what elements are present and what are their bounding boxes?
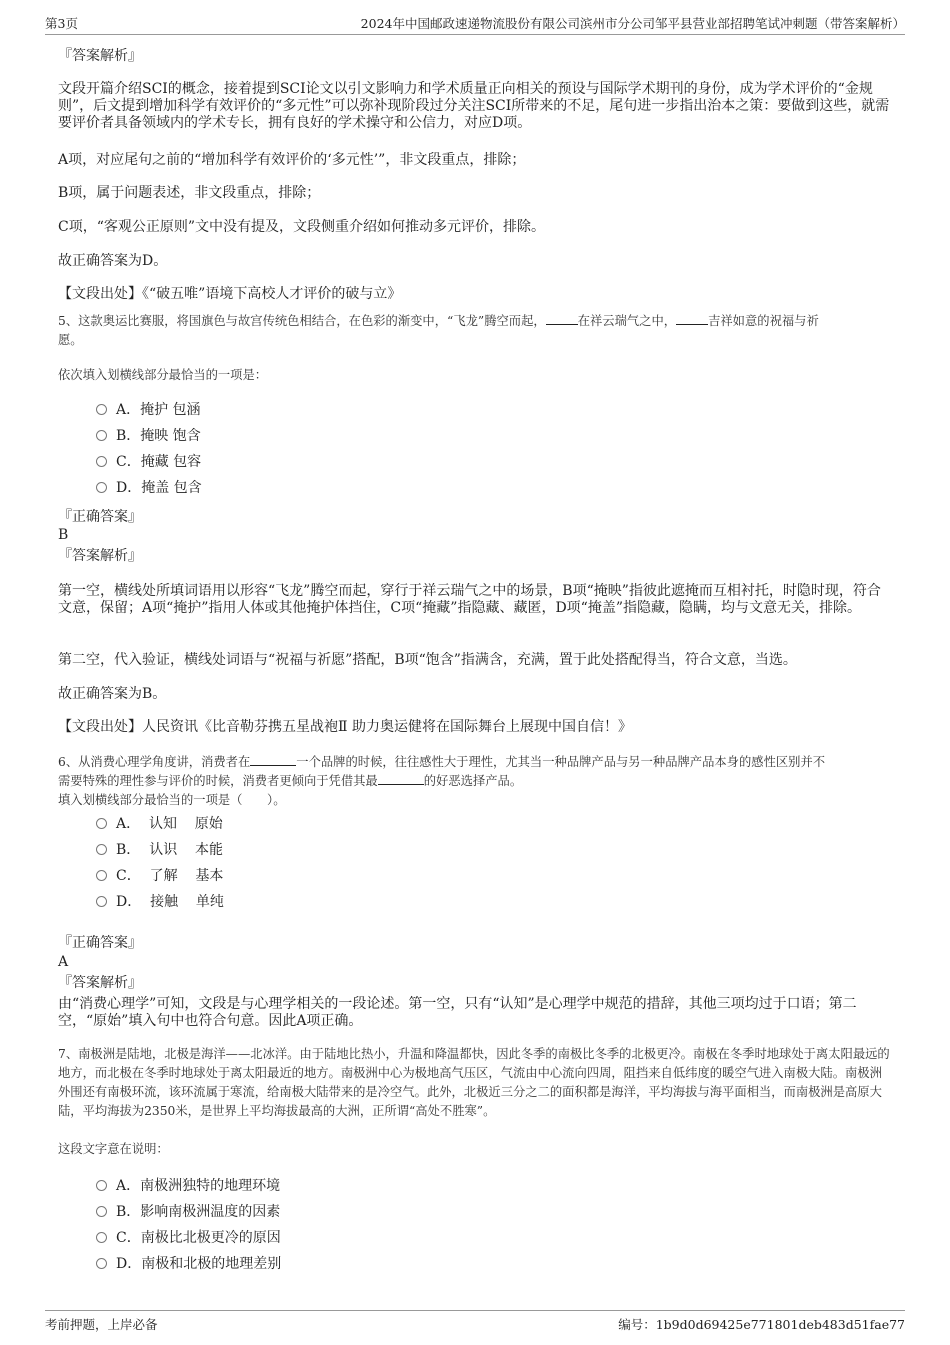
document-id: 编号：1b9d0d69425e771801deb483d51fae77 — [618, 1317, 905, 1332]
q4-analysis-para3: B项，属于问题表述，非文段重点，排除； — [58, 185, 321, 201]
footer-slogan: 考前押题，上岸必备 — [45, 1317, 158, 1332]
radio-icon[interactable] — [96, 1258, 107, 1269]
q6-answer: A — [58, 954, 69, 970]
q6-analysis: 由“消费心理学”可知，文段是与心理学相关的一段论述。第一空，只有“认知”是心理学中规范的措辞，其他三项均过于口语；第二空，“原始”填入句中也符合句意。因此A项正确。 — [58, 996, 857, 1029]
q4-analysis-para4: C项，“客观公正原则”文中没有提及，文段侧重介绍如何推动多元评价，排除。 — [58, 219, 546, 235]
q5-option-a[interactable]: A．掩护 包涵 — [96, 402, 201, 419]
fill-blank — [250, 753, 296, 766]
q4-source: 【文段出处】《“破五唯”语境下高校人才评价的破与立》 — [58, 286, 402, 302]
radio-icon[interactable] — [96, 1180, 107, 1191]
q7-option-b[interactable]: B．影响南极洲温度的因素 — [96, 1204, 280, 1221]
radio-icon[interactable] — [96, 404, 107, 415]
radio-icon[interactable] — [96, 1232, 107, 1243]
document-title: 2024年中国邮政速递物流股份有限公司滨州市分公司邹平县营业部招聘笔试冲刺题（带答案解析） — [360, 16, 905, 31]
q4-analysis-para2: A项，对应尾句之前的“增加科学有效评价的‘多元性’”，非文段重点，排除； — [58, 152, 526, 168]
q6-analysis-label: 『答案解析』 — [58, 975, 142, 991]
q4-analysis-para1: 文段开篇介绍SCI的概念，接着提到SCI论文以引文影响力和学术质量正向相关的预设与国际学术期刊的身份，成为学术评价的“金规则”，后文提到增加科学有效评价的“多元性”可以弥补现阶段过分关注SCI所带来的不足，尾句进一步指出治本之策：要做到这些，就需要评价者具备领域内的学术专长，拥有良好的学术操守和公信力，对应D项。 — [58, 81, 890, 131]
q7-prompt: 这段文字意在说明： — [58, 1142, 169, 1156]
q5-analysis-para2: 第二空，代入验证，横线处词语与“祝福与祈愿”搭配，B项“饱含”指满含，充满，置于此处搭配得当，符合文意，当选。 — [58, 652, 797, 668]
q4-analysis-para5: 故正确答案为D。 — [58, 253, 168, 269]
q5-answer-label: 『正确答案』 — [58, 509, 142, 525]
fill-blank — [378, 772, 424, 785]
q5-stem: 5、这款奥运比赛服，将国旗色与故宫传统色相结合，在色彩的渐变中，“飞龙”腾空而起， 在祥云瑞气之中， 吉祥如意的祝福与祈 愿。 — [58, 314, 819, 347]
radio-icon[interactable] — [96, 456, 107, 467]
radio-icon[interactable] — [96, 1206, 107, 1217]
q6-option-d[interactable]: D． 接触 单纯 — [96, 894, 224, 911]
q7-option-c[interactable]: C．南极比北极更冷的原因 — [96, 1230, 281, 1247]
q6-stem: 6、从消费心理学角度讲，消费者在 一个品牌的时候，往往感性大于理性，尤其当一种品牌产品与另一种品牌产品本身的感性区别并不 需要特殊的理性参与评价的时候，消费者更倾向于凭借其最 的好恶选择产品。 — [58, 755, 826, 788]
q6-option-c[interactable]: C． 了解 基本 — [96, 868, 223, 885]
q5-prompt: 依次填入划横线部分最恰当的一项是： — [58, 368, 268, 382]
radio-icon[interactable] — [96, 844, 107, 855]
q7-stem: 7、南极洲是陆地，北极是海洋——北冰洋。由于陆地比热小，升温和降温都快，因此冬季的南极比冬季的北极更冷。南极在冬季时地球处于离太阳最远的地方，而北极在冬季时地球处于离太阳最近的地方。南极洲中心为极地高气压区，气流由中心流向四周，阻挡来自低纬度的暖空气进入南极大陆。南极洲外围还有南极环流，该环流属于寒流，给南极大陆带来的是冷空气。此外，北极近三分之二的面积都是海洋，平均海拔与海平面相当，而南极洲是高原大陆，平均海拔为2350米，是世界上平均海拔最高的大洲，正所谓“高处不胜寒”。 — [58, 1047, 890, 1118]
q7-option-d[interactable]: D．南极和北极的地理差别 — [96, 1256, 281, 1273]
radio-icon[interactable] — [96, 870, 107, 881]
q6-option-a[interactable]: A． 认知 原始 — [96, 816, 223, 833]
radio-icon[interactable] — [96, 482, 107, 493]
q4-analysis-label: 『答案解析』 — [58, 48, 142, 64]
q5-option-c[interactable]: C．掩藏 包容 — [96, 454, 201, 471]
q5-answer: B — [58, 527, 69, 543]
q6-prompt: 填入划横线部分最恰当的一项是（ ）。 — [58, 793, 286, 807]
radio-icon[interactable] — [96, 896, 107, 907]
q6-answer-label: 『正确答案』 — [58, 935, 142, 951]
q5-source: 【文段出处】人民资讯《比音勒芬携五星战袍Ⅱ 助力奥运健将在国际舞台上展现中国自信！》 — [58, 719, 632, 735]
q5-option-b[interactable]: B．掩映 饱含 — [96, 428, 201, 445]
radio-icon[interactable] — [96, 818, 107, 829]
page-number: 第3页 — [45, 16, 78, 31]
q5-analysis-para3: 故正确答案为B。 — [58, 686, 167, 702]
q6-option-b[interactable]: B． 认识 本能 — [96, 842, 223, 859]
page-header — [45, 14, 905, 35]
q5-analysis-para1: 第一空，横线处所填词语用以形容“飞龙”腾空而起，穿行于祥云瑞气之中的场景，B项“掩映”指彼此遮掩而互相衬托，时隐时现，符合文意，保留；A项“掩护”指用人体或其他掩护体挡住，C项“掩藏”指隐藏、藏匿，D项“掩盖”指隐藏，隐瞒，均与文意无关，排除。 — [58, 583, 881, 616]
q5-option-d[interactable]: D．掩盖 包含 — [96, 480, 202, 497]
q5-analysis-label: 『答案解析』 — [58, 548, 142, 564]
fill-blank — [546, 312, 578, 325]
page-footer — [45, 1310, 905, 1339]
q7-option-a[interactable]: A．南极洲独特的地理环境 — [96, 1178, 280, 1195]
radio-icon[interactable] — [96, 430, 107, 441]
fill-blank — [676, 312, 708, 325]
